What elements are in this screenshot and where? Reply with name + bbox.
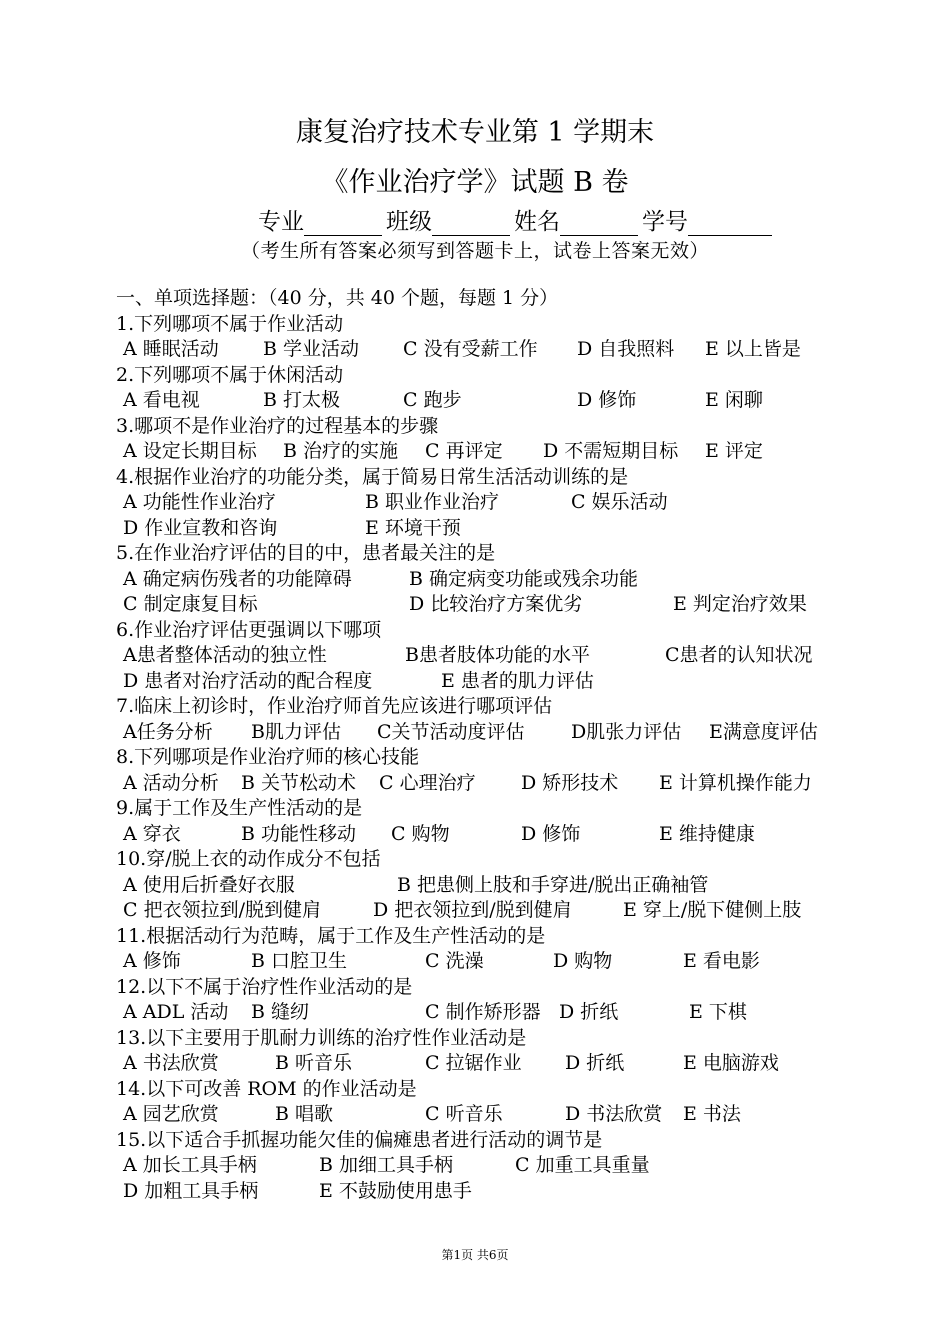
question-stem: 4.根据作业治疗的功能分类，属于简易日常生活活动训练的是: [116, 465, 629, 488]
option-e: E 计算机操作能力: [659, 771, 812, 794]
option-d: D 把衣领拉到/脱到健肩: [373, 899, 572, 921]
student-info-fields: [258, 203, 778, 237]
question-stem: 6.作业治疗评估更强调以下哪项: [116, 618, 382, 641]
option-c: C 听音乐: [425, 1103, 503, 1125]
option-b: B 听音乐: [275, 1052, 353, 1074]
question-6: [116, 618, 876, 695]
option-d: D 折纸: [559, 1001, 619, 1023]
option-d: D 修饰: [521, 822, 581, 845]
field-student-id-blank: [688, 209, 772, 236]
option-a: A 书法欣赏: [123, 1052, 219, 1074]
option-c: C 购物: [391, 822, 450, 845]
field-name: [514, 203, 638, 236]
question-15: [116, 1128, 876, 1205]
question-13: [116, 1026, 876, 1077]
field-major: [258, 203, 382, 236]
option-b: B 学业活动: [263, 338, 360, 360]
option-e: E 穿上/脱下健侧上肢: [623, 899, 802, 921]
question-stem: 8.下列哪项是作业治疗师的核心技能: [116, 746, 420, 768]
option-c: C 娱乐活动: [571, 491, 668, 513]
option-e: E 看电影: [683, 950, 760, 972]
option-a: A 睡眠活动: [123, 338, 219, 360]
option-b: B 口腔卫生: [251, 950, 348, 972]
question-stem: 7.临床上初诊时，作业治疗师首先应该进行哪项评估: [116, 695, 553, 717]
option-b: B 功能性移动: [241, 822, 357, 845]
exam-title-line2: 《作业治疗学》试题 B 卷: [321, 167, 629, 198]
options-row: [123, 1102, 876, 1128]
field-name-blank: [560, 209, 638, 236]
option-d: D 不需短期目标: [543, 440, 679, 462]
options-row: [123, 898, 876, 924]
option-b: B肌力评估: [251, 720, 341, 743]
field-student-id-label: 学号: [642, 209, 688, 235]
option-d: D 购物: [553, 950, 613, 972]
question-8: [116, 745, 876, 796]
option-b: B 把患侧上肢和手穿进/脱出正确袖管: [397, 873, 709, 896]
page-footer: 第1页 共6页: [441, 1248, 509, 1262]
option-b: B患者肢体功能的水平: [405, 644, 590, 666]
option-d: D 书法欣赏: [565, 1103, 663, 1125]
options-row: [123, 388, 876, 414]
option-c: C关节活动度评估: [377, 720, 525, 743]
options-row: [123, 873, 876, 899]
option-a: A ADL 活动: [123, 1001, 229, 1023]
question-stem: 11.根据活动行为范畴，属于工作及生产性活动的是: [116, 924, 546, 947]
exam-content: [116, 286, 876, 1204]
option-a: A 设定长期目标: [123, 440, 257, 462]
option-e: E 维持健康: [659, 822, 755, 845]
question-4: [116, 465, 876, 542]
option-d: D 比较治疗方案优劣: [409, 593, 583, 615]
option-b: B 唱歌: [275, 1103, 334, 1125]
question-10: [116, 847, 876, 924]
option-b: B 加细工具手柄: [319, 1154, 454, 1176]
option-e: E 闲聊: [705, 389, 763, 411]
exam-title-line1: 康复治疗技术专业第 1 学期末: [295, 117, 655, 148]
field-class-blank: [432, 209, 510, 236]
question-14: [116, 1077, 876, 1128]
question-1: [116, 312, 876, 363]
options-row: [123, 771, 876, 797]
option-c: C患者的认知状况: [665, 644, 813, 666]
options-row: [123, 567, 876, 593]
question-9: [116, 796, 876, 847]
question-stem: 2.下列哪项不属于休闲活动: [116, 363, 344, 386]
options-row: [123, 949, 876, 975]
options-row: [123, 822, 876, 848]
option-c: C 跑步: [403, 389, 462, 411]
option-e: E 以上皆是: [705, 338, 801, 360]
option-a: A 园艺欣赏: [123, 1103, 219, 1125]
options-row: [123, 1179, 876, 1205]
option-c: C 心理治疗: [379, 771, 476, 794]
section-title: 一、单项选择题：（40 分，共 40 个题，每题 1 分）: [116, 287, 559, 309]
options-row: [123, 720, 876, 746]
field-student-id: [642, 203, 772, 236]
option-c: C 再评定: [425, 440, 503, 462]
options-row: [123, 490, 876, 516]
option-a: A 看电视: [123, 389, 200, 411]
option-d: D 修饰: [577, 389, 637, 411]
options-row: [123, 669, 876, 695]
answer-notice: （考生所有答案必须写到答题卡上，试卷上答案无效）: [240, 240, 709, 262]
field-name-label: 姓名: [514, 209, 560, 235]
field-major-blank: [304, 209, 382, 236]
options-row: [123, 516, 876, 542]
options-row: [123, 1051, 876, 1077]
option-c: C 拉锯作业: [425, 1052, 522, 1074]
field-major-label: 专业: [258, 209, 304, 235]
option-c: C 加重工具重量: [515, 1154, 650, 1176]
options-row: [123, 337, 876, 363]
option-c: C 把衣领拉到/脱到健肩: [123, 899, 321, 921]
option-c: C 洗澡: [425, 950, 484, 972]
option-e: E满意度评估: [709, 720, 818, 743]
option-b: B 打太极: [263, 389, 341, 411]
option-a: A 功能性作业治疗: [123, 491, 276, 513]
question-stem: 10.穿/脱上衣的动作成分不包括: [116, 848, 381, 870]
option-b: B 缝纫: [251, 1001, 310, 1023]
option-e: E 判定治疗效果: [673, 593, 807, 615]
question-stem: 9.属于工作及生产性活动的是: [116, 797, 363, 819]
question-3: [116, 414, 876, 465]
question-11: [116, 924, 876, 975]
option-b: B 职业作业治疗: [365, 491, 500, 513]
question-2: [116, 363, 876, 414]
option-a: A 修饰: [123, 950, 181, 972]
options-row: [123, 1000, 876, 1026]
field-class-label: 班级: [386, 209, 432, 235]
question-7: [116, 694, 876, 745]
option-a: A 使用后折叠好衣服: [123, 873, 295, 896]
option-d: D 折纸: [565, 1052, 625, 1074]
option-a: A 穿衣: [123, 822, 181, 845]
option-b: B 治疗的实施: [283, 440, 399, 462]
option-b: B 关节松动术: [241, 771, 357, 794]
option-d: D 自我照料: [577, 338, 675, 360]
option-d: D 作业宣教和咨询: [123, 516, 278, 539]
options-row: [123, 1153, 876, 1179]
options-row: [123, 439, 876, 465]
question-stem: 3.哪项不是作业治疗的过程基本的步骤: [116, 414, 439, 437]
option-d: D 矫形技术: [521, 771, 619, 794]
question-12: [116, 975, 876, 1026]
options-row: [123, 592, 876, 618]
option-d: D肌张力评估: [571, 720, 682, 743]
question-stem: 14.以下可改善 ROM 的作业活动是: [116, 1077, 417, 1100]
option-d: D 加粗工具手柄: [123, 1179, 259, 1202]
option-e: E 评定: [705, 440, 763, 462]
question-stem: 12.以下不属于治疗性作业活动的是: [116, 975, 413, 998]
option-c: C 没有受薪工作: [403, 338, 538, 360]
option-c: C 制定康复目标: [123, 593, 258, 615]
question-stem: 13.以下主要用于肌耐力训练的治疗性作业活动是: [116, 1026, 527, 1049]
option-e: E 不鼓励使用患手: [319, 1179, 472, 1202]
question-stem: 1.下列哪项不属于作业活动: [116, 312, 344, 335]
option-a: A任务分析: [123, 720, 213, 743]
option-d: D 患者对治疗活动的配合程度: [123, 669, 373, 692]
option-a: A 活动分析: [123, 771, 219, 794]
option-e: E 电脑游戏: [683, 1052, 779, 1074]
question-stem: 15.以下适合手抓握功能欠佳的偏瘫患者进行活动的调节是: [116, 1128, 603, 1151]
option-c: C 制作矫形器: [425, 1001, 541, 1023]
option-b: B 确定病变功能或残余功能: [409, 567, 639, 590]
option-e: E 下棋: [689, 1001, 747, 1023]
option-e: E 患者的肌力评估: [441, 669, 594, 692]
question-stem: 5.在作业治疗评估的目的中，患者最关注的是: [116, 542, 496, 564]
option-a: A患者整体活动的独立性: [123, 644, 327, 666]
option-e: E 环境干预: [365, 516, 461, 539]
field-class: [386, 203, 510, 236]
option-a: A 加长工具手柄: [123, 1154, 257, 1176]
option-e: E 书法: [683, 1103, 741, 1125]
question-5: [116, 541, 876, 618]
options-row: [123, 643, 876, 669]
option-a: A 确定病伤残者的功能障碍: [123, 567, 352, 590]
